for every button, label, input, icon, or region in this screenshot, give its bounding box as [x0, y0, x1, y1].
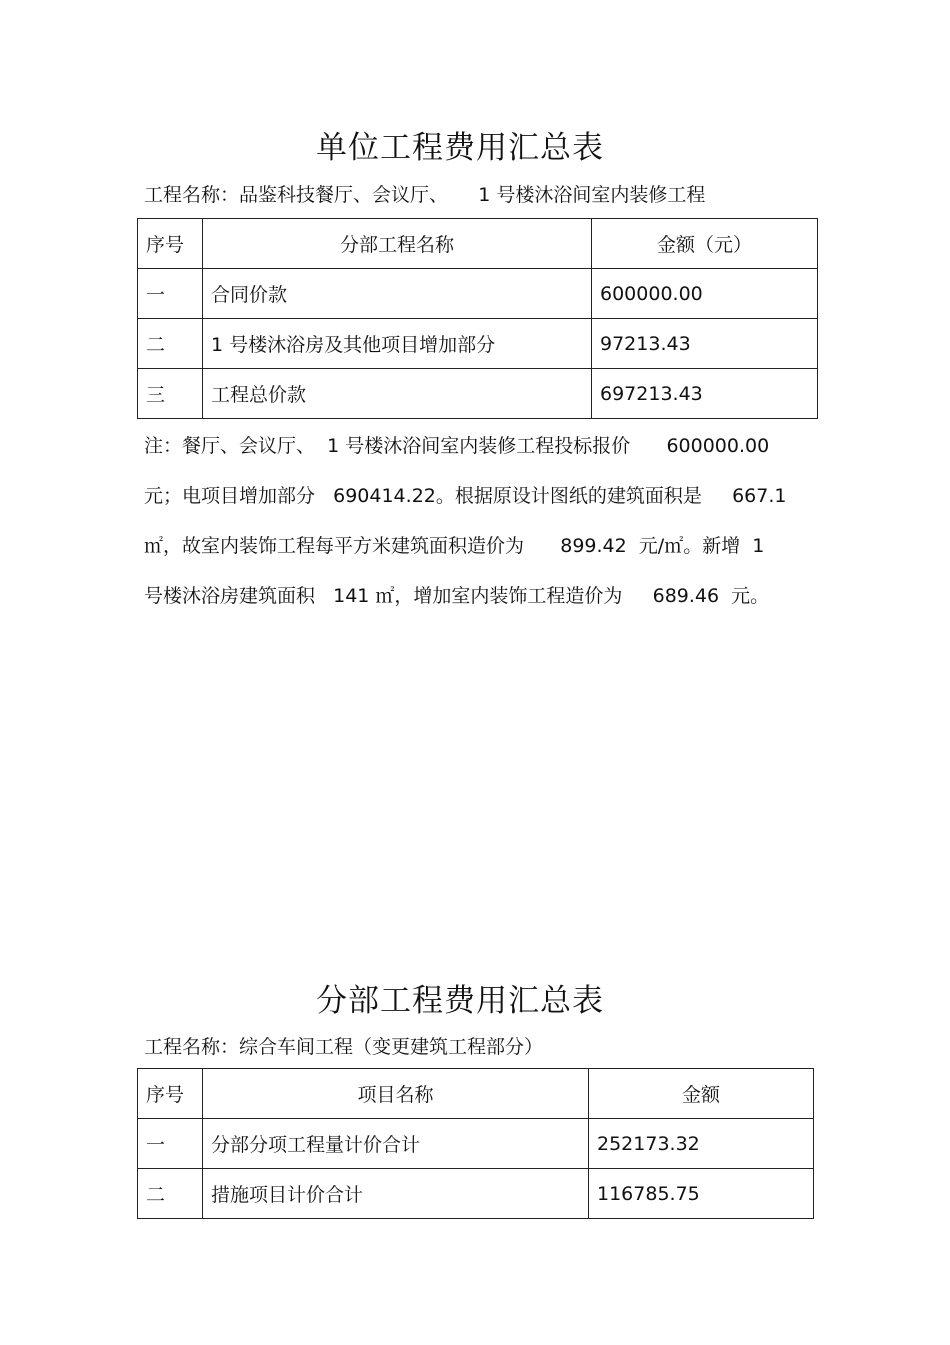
table-row — [138, 269, 818, 319]
row-name: 分部分项工程量计价合计 — [203, 1119, 589, 1169]
section-title: 分部工程费用汇总表 — [316, 983, 604, 1019]
note-paragraph — [144, 421, 809, 621]
row-amount: 697213.43 — [592, 369, 818, 419]
note-line: 注：餐厅、会议厅、 1 号楼沐浴间室内装修工程投标报价 600000.00 — [144, 435, 770, 457]
table-row — [138, 1169, 814, 1219]
project-name-label: 工程名称：品鉴科技餐厅、会议厅、 1 号楼沐浴间室内装修工程 — [144, 184, 706, 206]
header-name: 分部工程名称 — [203, 219, 592, 269]
row-amount: 252173.32 — [589, 1119, 814, 1169]
table-row — [138, 369, 818, 419]
row-amount: 116785.75 — [589, 1169, 814, 1219]
row-amount: 600000.00 — [592, 269, 818, 319]
row-no: 三 — [138, 369, 203, 419]
table-header-row — [138, 1069, 814, 1119]
header-no: 序号 — [138, 1069, 203, 1119]
project-name-label: 工程名称：综合车间工程（变更建筑工程部分） — [144, 1036, 544, 1058]
row-no: 二 — [138, 319, 203, 369]
header-amount: 金额（元） — [592, 219, 818, 269]
row-amount: 97213.43 — [592, 319, 818, 369]
header-name: 项目名称 — [203, 1069, 589, 1119]
division-cost-table — [137, 1068, 814, 1219]
row-name: 措施项目计价合计 — [203, 1169, 589, 1219]
cost-summary-table — [137, 218, 818, 419]
row-name: 1 号楼沐浴房及其他项目增加部分 — [203, 319, 592, 369]
header-amount: 金额 — [589, 1069, 814, 1119]
table-row — [138, 1119, 814, 1169]
table-header-row — [138, 219, 818, 269]
page-title: 单位工程费用汇总表 — [316, 130, 604, 166]
row-no: 二 — [138, 1169, 203, 1219]
note-line: 号楼沐浴房建筑面积 141 ㎡，增加室内装饰工程造价为 689.46 元。 — [144, 585, 770, 607]
row-name: 工程总价款 — [203, 369, 592, 419]
note-line: ㎡，故室内装饰工程每平方米建筑面积造价为 899.42 元/㎡。新增 1 — [144, 535, 765, 557]
table-row — [138, 319, 818, 369]
header-no: 序号 — [138, 219, 203, 269]
note-line: 元；电项目增加部分 690414.22。根据原设计图纸的建筑面积是 667.1 — [144, 485, 787, 507]
row-no: 一 — [138, 1119, 203, 1169]
row-name: 合同价款 — [203, 269, 592, 319]
row-no: 一 — [138, 269, 203, 319]
